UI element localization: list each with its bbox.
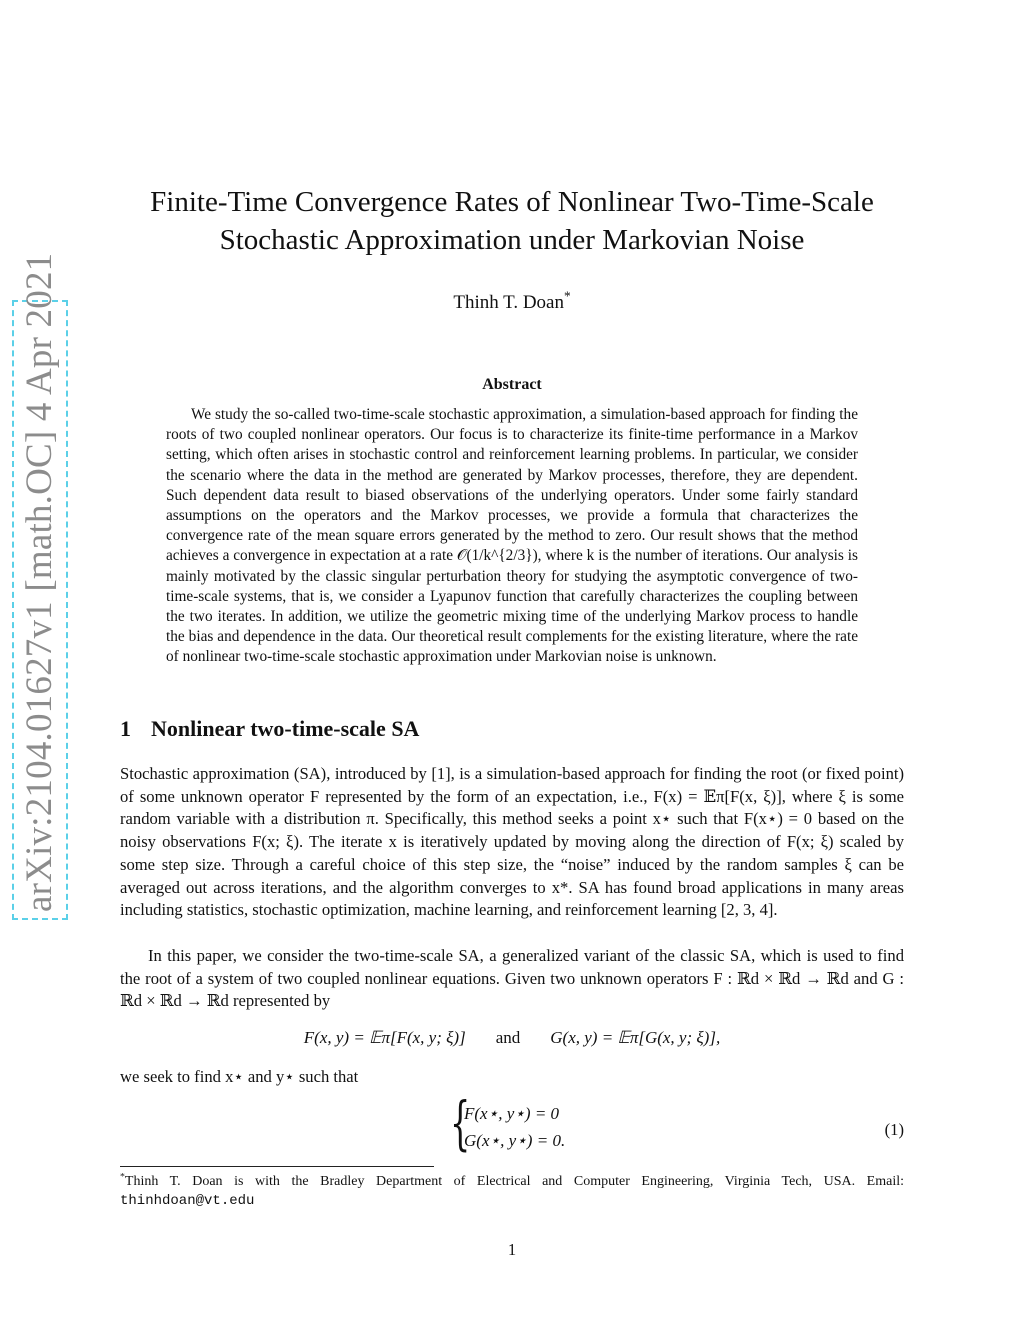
footnote-mark: *	[120, 1171, 125, 1183]
equation-f-definition: F(x, y) = 𝔼π[F(x, y; ξ)]	[303, 1028, 466, 1047]
equation-g-definition: G(x, y) = 𝔼π[G(x, y; ξ)],	[550, 1028, 721, 1047]
section-heading	[120, 716, 419, 742]
equation-connector: and	[495, 1028, 521, 1047]
paragraph-intro: Stochastic approximation (SA), introduced by [1], is a simulation-based approach for finding the root (or fixed point) of some unknown operator F represented by the form of an expectation, i.e., F(x) = 𝔼π[F(x, ξ)], where ξ is some random variable with a distribution π. Specifically, this method seeks a point x⋆ such that F(x⋆) = 0 based on the noisy observations F(x; ξ). The iterate x is iteratively updated by moving along the direction of F(x; ξ) scaled by some step size. Through a careful choice of this step size, the “noise” induced by the random samples ξ can be averaged out across iterations, and the algorithm converges to x*. SA has found broad applications in many areas including statistics, stochastic optimization, machine learning, and reinforcement learning [2, 3, 4].	[120, 764, 904, 920]
page-number: 1	[507, 1240, 517, 1259]
footnote-rule	[120, 1166, 434, 1167]
abstract-heading: Abstract	[482, 376, 542, 393]
display-equation	[120, 1028, 904, 1048]
footnote-text: Thinh T. Doan is with the Bradley Department of Electrical and Computer Engineering, Virginia Tech, USA. Email:	[124, 1174, 904, 1189]
arxiv-stamp-text: arXiv:2104.01627v1 [math.OC] 4 Apr 2021	[19, 252, 60, 912]
system-equation	[450, 1089, 650, 1158]
paper-title: Finite-Time Convergence Rates of Nonlinear Two-Time-Scale Stochastic Approximation under Markovian Noise	[150, 186, 874, 256]
abstract-body: We study the so-called two-time-scale stochastic approximation, a simulation-based approach for finding the roots of two coupled nonlinear operators. Our focus is to characterize its finite-time performance in a Markov setting, which often arises in stochastic control and reinforcement learning problems. In particular, we consider the scenario where the data in the method are generated by Markov processes, therefore, they are dependent. Such dependent data result to biased observations of the underlying operators. Under some fairly standard assumptions on the operators and the Markov processes, we provide a formula that characterizes the convergence rate of the mean square errors generated by the method to zero. Our result shows that the method achieves a convergence in expectation at a rate 𝒪(1/k^{2/3}), where k is the number of iterations. Our analysis is mainly motivated by the classic singular perturbation theory for studying the asymptotic convergence of two-time-scale systems, that is, we consider a Lyapunov function that carefully characterizes the coupling between the two iterates. In addition, we utilize the geometric mixing time of the underlying Markov process to handle the bias and dependence in the data. Our theoretical result complements for the existing literature, where the rate of nonlinear two-time-scale stochastic approximation under Markovian noise is unknown.	[166, 406, 858, 666]
paragraph-two-time-scale: In this paper, we consider the two-time-scale SA, a generalized variant of the classic SA, which is used to find the root of a system of two coupled nonlinear equations. Given two unknown operators F : ℝd × ℝd → ℝd and G : ℝd × ℝd → ℝd represented by	[120, 946, 904, 1011]
system-line-g: G(x⋆, y⋆) = 0.	[464, 1131, 566, 1150]
paragraph-seek-roots: we seek to find x⋆ and y⋆ such that	[120, 1067, 359, 1086]
author-line	[0, 288, 1024, 314]
equation-number: (1)	[884, 1120, 904, 1139]
footnote-email[interactable]: thinhdoan@vt.edu	[120, 1193, 255, 1209]
footnote	[120, 1172, 904, 1211]
section-title: Nonlinear two-time-scale SA	[151, 716, 420, 741]
left-brace: {	[450, 1089, 471, 1157]
author-name: Thinh T. Doan	[453, 292, 564, 313]
author-footnote-mark: *	[564, 288, 571, 304]
system-line-f: F(x⋆, y⋆) = 0	[464, 1104, 560, 1123]
section-number: 1	[120, 716, 131, 741]
